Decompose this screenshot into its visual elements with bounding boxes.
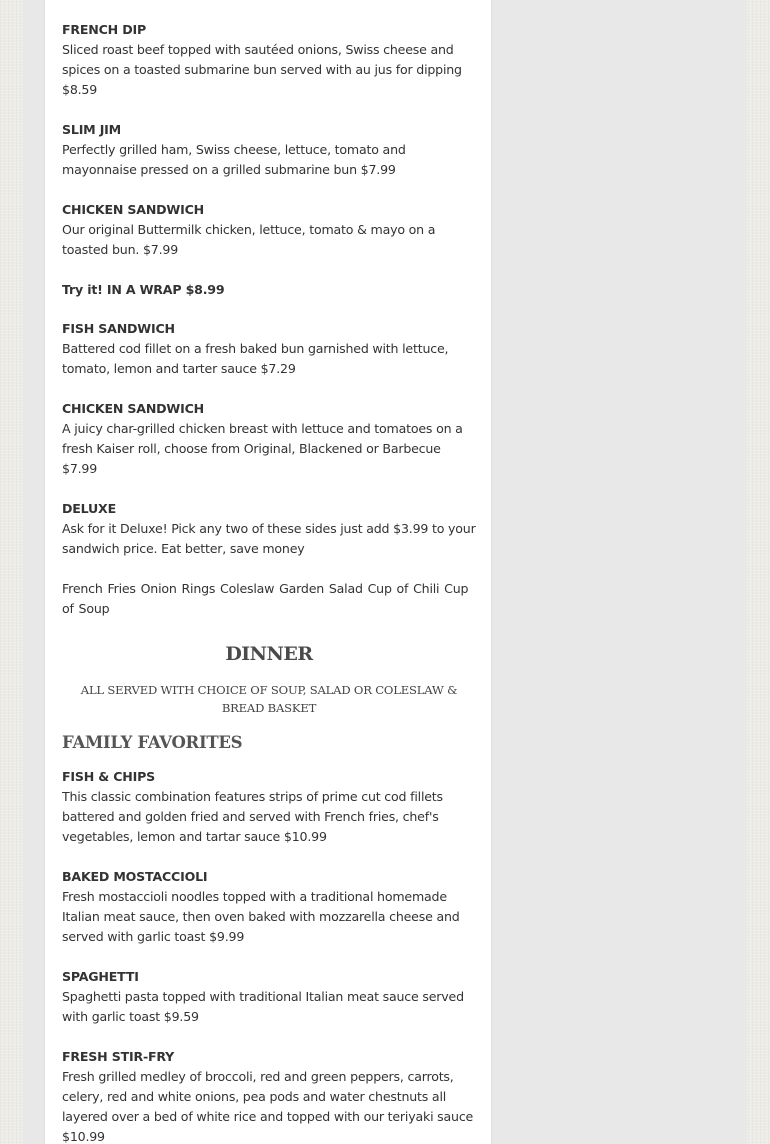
menu-item [62,319,476,379]
menu-item-price: $10.99 [62,1129,105,1144]
sides-list: French Fries Onion Rings Coleslaw Garden Salad Cup of Chili Cup of Soup [62,581,469,616]
menu-item-name: BAKED MOSTACCIOLI [62,869,208,884]
menu-item-name: FISH & CHIPS [62,769,156,784]
menu-item [62,399,476,479]
menu-item [62,1047,476,1144]
menu-item-description: Perfectly grilled ham, Swiss cheese, lettuce, tomato and mayonnaise pressed on a grilled submarine bun $7.99 [62,142,406,177]
menu-item-name: FISH SANDWICH [62,321,175,336]
menu-item-description: Fresh grilled medley of broccoli, red and green peppers, carrots, celery, red and white onions, pea pods and water chestnuts all layered over a bed of white rice and topped with our teriyaki sauce [62,1069,474,1124]
menu-item [62,867,476,947]
menu-item-description: Fresh mostaccioli noodles topped with a traditional homemade Italian meat sauce, then oven baked with mozzarella cheese and served with garlic toast $9.99 [62,889,460,944]
menu-item [62,120,476,180]
menu-item-name: SPAGHETTI [62,969,139,984]
menu-item-price: $8.59 [62,82,98,97]
menu-item-description: This classic combination features strips of prime cut cod fillets battered and golden fried and served with French fries, chef's vegetables, lemon and tartar sauce $10.99 [62,789,443,844]
menu-item-description: Sliced roast beef topped with sautéed onions, Swiss cheese and spices on a toasted submarine bun served with au jus for dipping [62,42,462,77]
wrap-option: Try it! IN A WRAP $8.99 [62,282,225,297]
menu-content-panel [44,0,492,1144]
menu-item-name: FRESH STIR-FRY [62,1049,175,1064]
menu-item [62,20,476,100]
menu-item-description: Ask for it Deluxe! Pick any two of these sides just add $3.99 to your sandwich price. Eat better, save money [62,521,476,556]
menu-item [62,200,476,260]
menu-item [62,967,476,1027]
menu-item-description: A juicy char-grilled chicken breast with lettuce and tomatoes on a fresh Kaiser roll, choose from Original, Blackened or Barbecue [62,421,463,456]
menu-item-name: DELUXE [62,501,116,516]
menu-item-description: Our original Buttermilk chicken, lettuce, tomato & mayo on a toasted bun. $7.99 [62,222,436,257]
family-favorites-title: FAMILY FAVORITES [62,733,243,752]
menu-item-description: Spaghetti pasta topped with traditional Italian meat sauce served with garlic toast $9.59 [62,989,464,1024]
menu-item-name: SLIM JIM [62,122,122,137]
menu-list [62,20,476,1144]
menu-item-name: CHICKEN SANDWICH [62,401,204,416]
menu-item [62,499,476,559]
menu-item-name: FRENCH DIP [62,22,146,37]
dinner-section-title: DINNER [225,643,313,665]
menu-item-name: CHICKEN SANDWICH [62,202,204,217]
menu-item-price: $7.99 [62,461,98,476]
menu-item [62,767,476,847]
menu-item-description: Battered cod fillet on a fresh baked bun garnished with lettuce, tomato, lemon and tarter sauce $7.29 [62,341,449,376]
dinner-section-note: ALL SERVED WITH CHOICE OF SOUP, SALAD OR COLESLAW & BREAD BASKET [80,683,458,715]
